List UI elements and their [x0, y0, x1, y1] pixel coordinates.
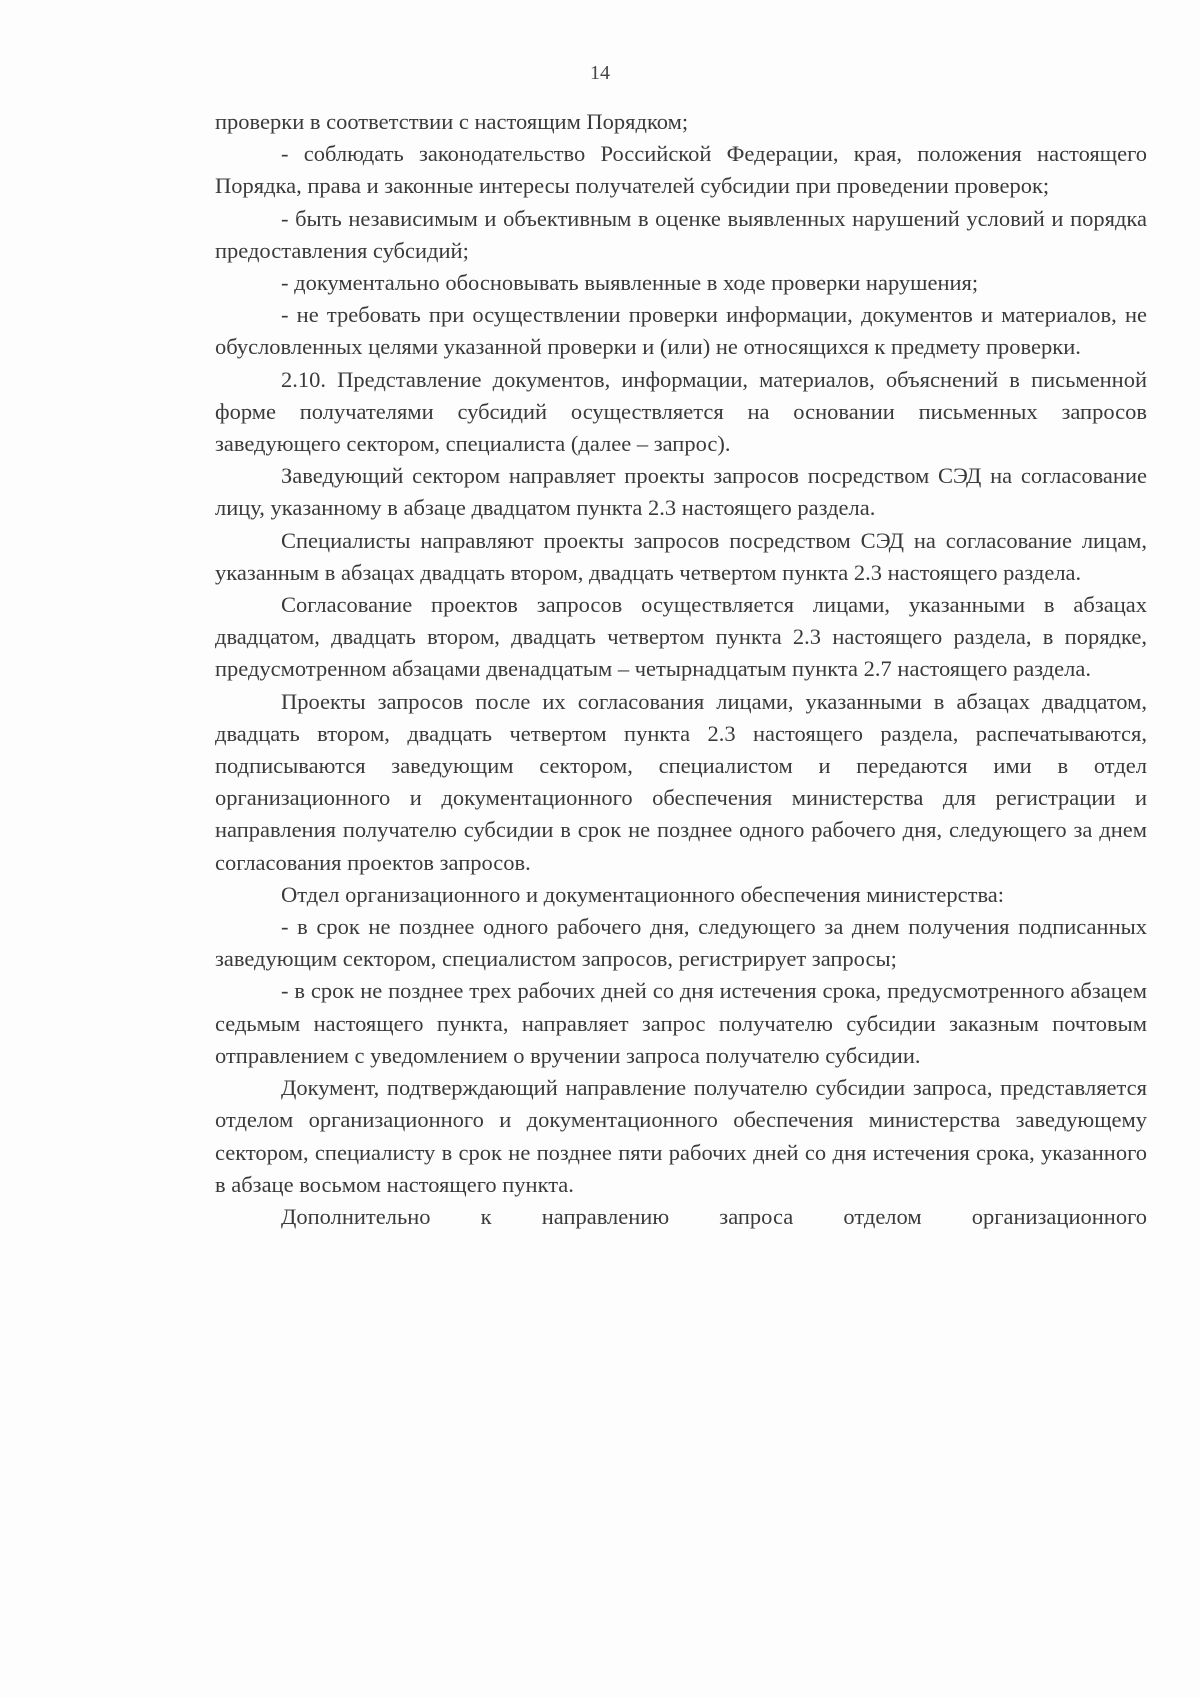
- paragraph-continuation: проверки в соответствии с настоящим Порядком;: [215, 109, 689, 134]
- page-number: 14: [590, 62, 610, 84]
- paragraph-list-item: - не требовать при осуществлении проверки информации, документов и материалов, не обусловленных целями указанной проверки и (или) не относящихся к предмету проверки.: [215, 302, 1147, 360]
- document-body: [215, 106, 1147, 1233]
- paragraph: Заведующий сектором направляет проекты запросов посредством СЭД на согласование лицу, указанному в абзаце двадцатом пункта 2.3 настоящего раздела.: [215, 463, 1147, 521]
- paragraph: Проекты запросов после их согласования лицами, указанными в абзацах двадцатом, двадцать втором, двадцать четвертом пункта 2.3 настоящего раздела, распечатываются, подписываются заведующим сектором, специалистом и передаются ими в отдел организационного и документационного обеспечения министерства для регистрации и направления получателю субсидии в срок не позднее одного рабочего дня, следующего за днем согласования проектов запросов.: [215, 688, 1147, 875]
- paragraph-truncated: Дополнительно к направлению запроса отделом организационного: [281, 1203, 1147, 1229]
- paragraph-section-2-10: 2.10. Представление документов, информации, материалов, объяснений в письменной форме получателями субсидий осуществляется на основании письменных запросов заведующего сектором, специалиста (далее – запрос).: [215, 366, 1147, 457]
- paragraph-list-item: - соблюдать законодательство Российской Федерации, края, положения настоящего Порядка, права и законные интересы получателей субсидии при проведении проверок;: [215, 141, 1147, 199]
- paragraph: Согласование проектов запросов осуществляется лицами, указанными в абзацах двадцатом, двадцать втором, двадцать четвертом пункта 2.3 настоящего раздела, в порядке, предусмотренном абзацами двенадцатым – четырнадцатым пункта 2.7 настоящего раздела.: [215, 592, 1147, 682]
- paragraph: Документ, подтверждающий направление получателю субсидии запроса, представляется отделом организационного и документационного обеспечения министерства заведующему сектором, специалисту в срок не позднее пяти рабочих дней со дня истечения срока, указанного в абзаце восьмом настоящего пункта.: [215, 1075, 1147, 1197]
- paragraph-list-item: - в срок не позднее одного рабочего дня, следующего за днем получения подписанных заведующим сектором, специалистом запросов, регистрирует запросы;: [215, 914, 1147, 972]
- paragraph: Специалисты направляют проекты запросов посредством СЭД на согласование лицам, указанным в абзацах двадцать втором, двадцать четвертом пункта 2.3 настоящего раздела.: [215, 527, 1147, 585]
- paragraph-list-item: - документально обосновывать выявленные в ходе проверки нарушения;: [281, 270, 979, 296]
- paragraph: Отдел организационного и документационного обеспечения министерства:: [281, 881, 1005, 907]
- paragraph-list-item: - в срок не позднее трех рабочих дней со дня истечения срока, предусмотренного абзацем седьмым настоящего пункта, направляет запрос получателю субсидии заказным почтовым отправлением с уведомлением о вручении запроса получателю субсидии.: [215, 978, 1147, 1068]
- paragraph-list-item: - быть независимым и объективным в оценке выявленных нарушений условий и порядка предоставления субсидий;: [215, 205, 1147, 263]
